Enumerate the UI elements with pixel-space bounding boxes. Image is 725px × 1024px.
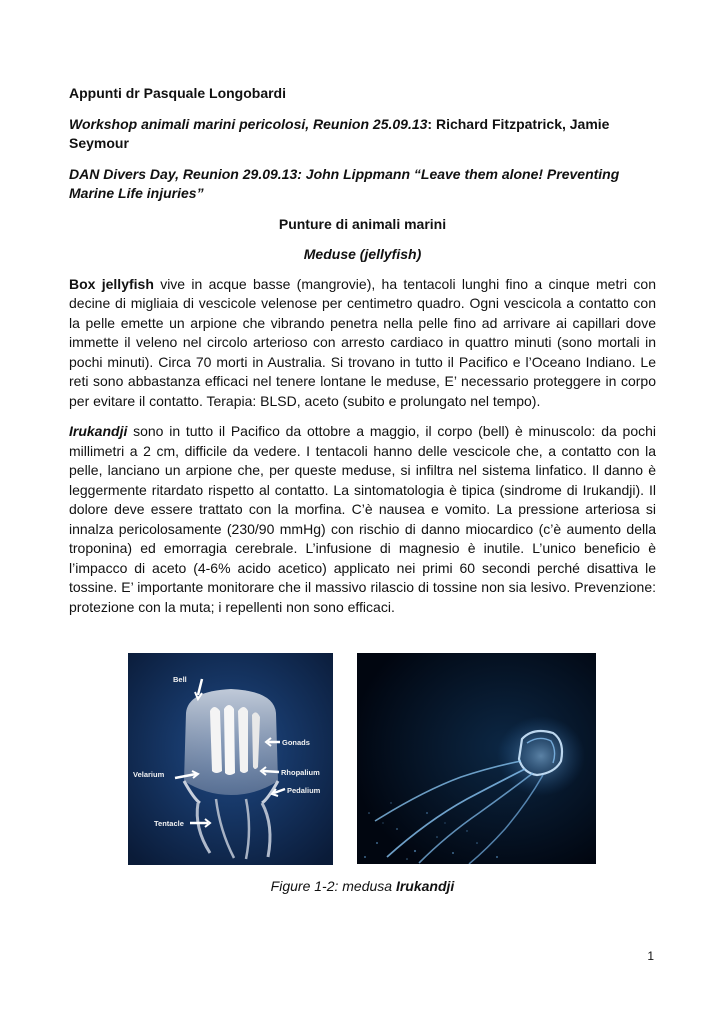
figures: [128, 653, 597, 865]
label-velarium: Velarium: [133, 770, 165, 779]
label-rhopalium: Rhopalium: [281, 768, 320, 777]
irukandji-term: Irukandji: [69, 423, 128, 439]
irukandji-paragraph: [69, 422, 656, 617]
workshop-title: Workshop animali marini pericolosi, Reunion 25.09.13: [69, 115, 428, 132]
box-jellyfish-text: vive in acque basse (mangrovie), ha tentacoli lunghi fino a cinque metri con decine di migliaia di vescicole velenose per centimetro quadro. Ogni vescicola a contatto con la pelle emette un arpione che vibrando penetra nella pelle fino ad arrivare ai capillari dove immette il veleno nel circolo arterioso con arresto cardiaco in quattro minuti (sono mortali in pochi minuti). Circa 70 morti in Australia. Si trovano in tutto il Pacifico e l’Oceano Indiano. Le reti sono abbastanza efficaci nel tenere lontane le meduse, E’ necessario proteggere in corpo per evitare il contatto. Terapia: BLSD, aceto (subito e prolungato nel tempo).: [69, 275, 657, 409]
label-pedalium: Pedalium: [287, 786, 321, 795]
irukandji-text: sono in tutto il Pacifico da ottobre a maggio, il corpo (bell) è minuscolo: da pochi millimetri a 2 cm, difficile da vedere. I tentacoli hanno delle vescicole che, a contatto con la pelle, lanciano un arpione che, per queste meduse, si infiltra nel sistema linfatico. Il danno è leggermente ritardato rispetto al contatto. La sintomatologia è tipica (sindrome di Irukandji). Il dolore deve essere trattato con la morfina. C’è nausea e vomito. La pressione arteriosa si innalza pericolosamente (230/90 mmHg) con rischio di danno miocardico (c’è aumento della troponina) ed emorragia cerebrale. L’infusione di magnesio è inutile. L’unico beneficio è l’impacco di aceto (4-6% acido acetico) applicato nei primi 60 secondi perché disattiva le tossine. E’ importante monitorare che il massivo rilascio di tossine non sia lesivo. Prevenzione: protezione con la muta; i repellenti non sono efficaci.: [69, 423, 656, 615]
box-jellyfish-term: Box jellyfish: [69, 275, 154, 292]
dan-divers-day-title: DAN Divers Day, Reunion 29.09.13: John Lippmann “Leave them alone! Preventing Marine Life injuries”: [69, 165, 620, 201]
section-title: Punture di animali marini: [278, 215, 447, 232]
caption-bold: Irukandji: [395, 878, 455, 894]
box-jellyfish-paragraph: [69, 275, 656, 412]
page-number: 1: [647, 949, 654, 963]
workshop-speakers: : Richard Fitzpatrick, Jamie Seymour: [69, 115, 610, 151]
irukandji-photo: [357, 653, 596, 864]
author-note: Appunti dr Pasquale Longobardi: [69, 85, 286, 101]
document-body: [69, 84, 656, 628]
label-tentacle: Tentacle: [154, 819, 184, 828]
caption-prefix: Figure 1-2: medusa: [270, 878, 396, 894]
jellyfish-anatomy-figure: [128, 653, 333, 865]
label-gonads: Gonads: [282, 738, 310, 747]
workshop-line: [69, 115, 656, 154]
subsection-title: Meduse (jellyfish): [303, 246, 422, 262]
label-bell: Bell: [173, 675, 187, 684]
figure-caption: [0, 877, 725, 897]
irukandji-photo-illustration: [357, 653, 596, 864]
jellyfish-anatomy-illustration: [128, 653, 333, 865]
